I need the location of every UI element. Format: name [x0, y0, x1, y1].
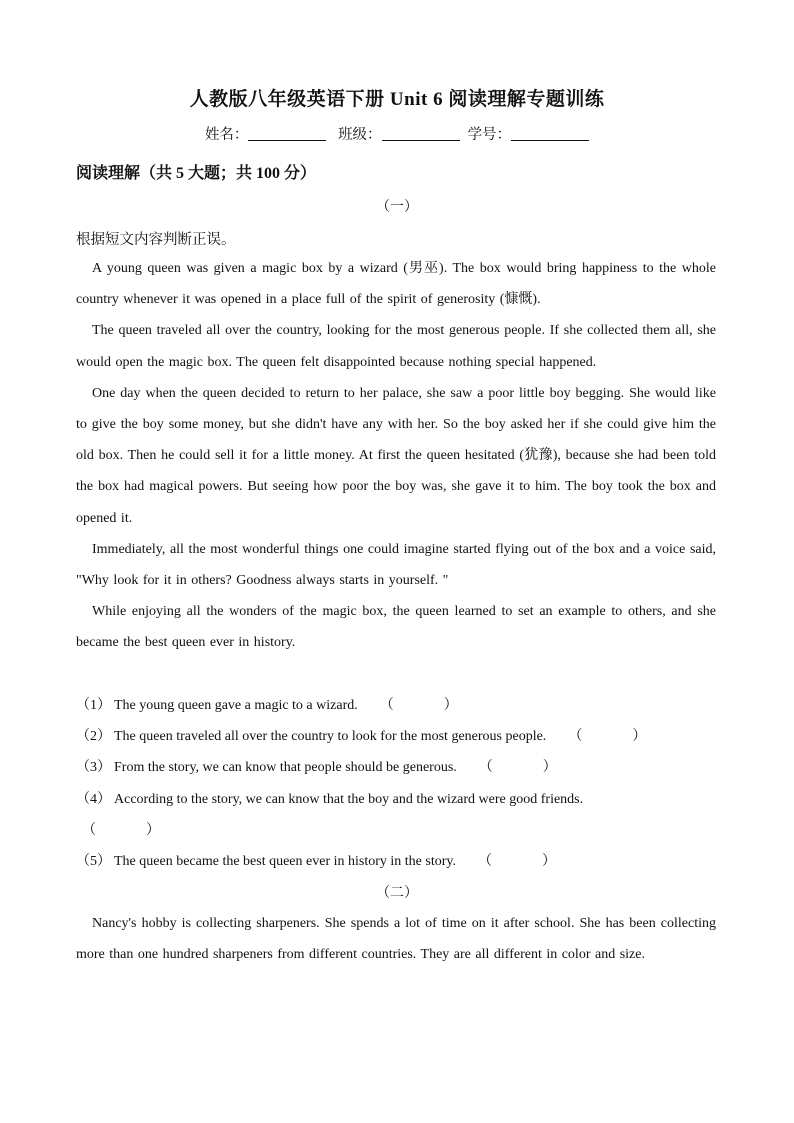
question-text: According to the story, we can know that the boy and the wizard were good friends. [114, 791, 584, 807]
passage-paragraph: The queen traveled all over the country, looking for the most generous people. If she collected them all, she would open the magic box. The queen felt disappointed because nothing special happened. [76, 323, 716, 370]
answer-paren[interactable]: （ ） [379, 698, 458, 713]
class-label: 班级： [338, 127, 382, 143]
question-item [76, 721, 716, 752]
question-text: The young queen gave a magic to a wizard. [114, 698, 358, 713]
section-header: 阅读理解（共 5 大题；共 100 分） [76, 165, 317, 182]
passage-paragraph: Immediately, all the most wonderful things one could imagine started flying out of the box and a voice said, "Why look for it in others? Goodness always starts in yourself. " [76, 541, 716, 589]
passage-paragraph: Nancy's hobby is collecting sharpeners. She spends a lot of time on it after school. She has been collecting more than one hundred sharpeners from different countries. They are all different in color and size. [76, 916, 716, 963]
question-item [76, 690, 716, 721]
question-text: The queen became the best queen ever in history in the story. [114, 854, 456, 870]
question-number: （2） [76, 729, 111, 745]
question-text: From the story, we can know that people should be generous. [114, 760, 457, 776]
question-item-continued [76, 815, 716, 846]
id-label: 学号： [467, 127, 512, 143]
passage-paragraph: One day when the queen decided to return to her palace, she saw a poor little boy begging. She would like to give the boy some money, but she didn't have any with her. So the boy asked her if she could give him the old box. Then he could sell it for a little money. At first the queen hesitated (犹豫), because she had been told the box had magical powers. But seeing how poor the boy was, she gave it to him. The boy took the box and opened it. [76, 385, 716, 526]
question-text: The queen traveled all over the country to look for the most generous people. [114, 729, 547, 745]
name-blank[interactable] [248, 126, 326, 141]
answer-paren[interactable]: （ ） [478, 760, 557, 776]
question-number: （1） [76, 698, 111, 713]
part1-passage [76, 253, 716, 659]
answer-paren[interactable]: （ ） [82, 822, 160, 838]
passage-paragraph: A young queen was given a magic box by a wizard (男巫). The box would bring happiness to the whole country whenever it was opened in a place full of the spirit of generosity (慷慨). [76, 261, 716, 308]
page-title: 人教版八年级英语下册 Unit 6 阅读理解专题训练 [189, 89, 605, 110]
id-blank[interactable] [511, 126, 589, 141]
answer-paren[interactable]: （ ） [568, 729, 647, 745]
passage-paragraph: While enjoying all the wonders of the magic box, the queen learned to set an example to others, and she became the best queen ever in history. [76, 604, 716, 651]
part2-passage [76, 908, 716, 970]
question-list [76, 690, 716, 877]
answer-paren[interactable]: （ ） [477, 854, 556, 870]
question-number: （4） [76, 791, 111, 807]
question-number: （3） [76, 760, 111, 776]
part2-marker: （二） [376, 886, 418, 901]
question-item [76, 752, 716, 783]
student-info-line [0, 123, 794, 144]
name-label: 姓名： [204, 127, 249, 143]
question-number: （5） [76, 854, 111, 870]
question-item [76, 784, 716, 815]
part1-marker: （一） [376, 200, 418, 215]
class-blank[interactable] [382, 126, 460, 141]
question-item [76, 846, 716, 877]
part1-instruction: 根据短文内容判断正误。 [76, 232, 236, 248]
